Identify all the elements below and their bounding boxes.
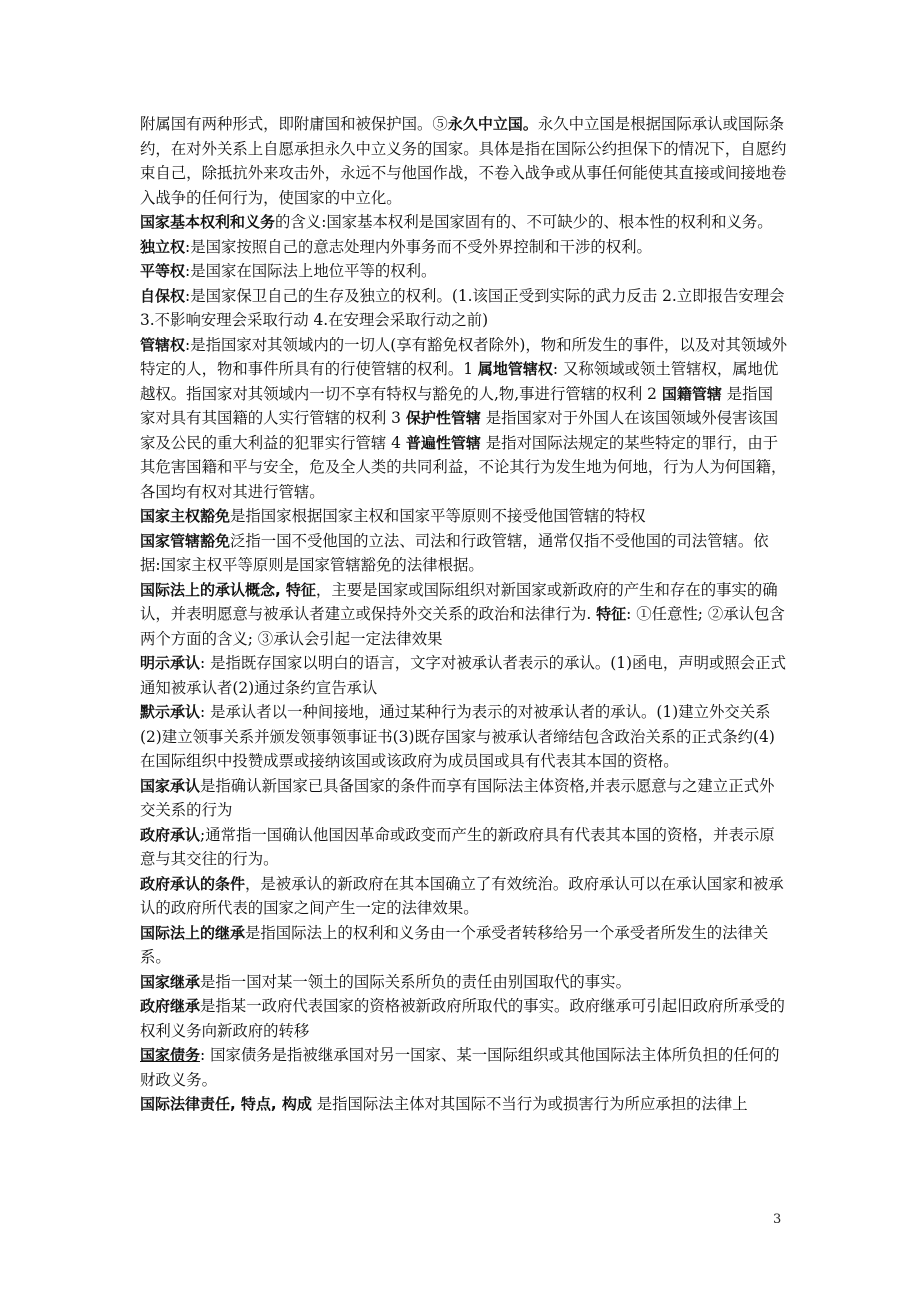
text-run: 永久中立国是根据国际承认或国际条约，在对外关系上自愿承担永久中立义务的国家。具体是指在国际公约担保下的情况下，自愿约束自己，除抵抗外来攻击外，永远不与他国作战，不卷入战争或从事任何能使其直接或间接地卷入战争的任何行为，使国家的中立化。 <box>140 115 787 207</box>
text-run: 是指国家根据国家主权和国家平等原则不接受他国管辖的特权 <box>230 507 646 525</box>
term-heading: 政府承认的条件 <box>140 874 246 893</box>
term-heading: 管辖权 <box>140 335 186 354</box>
term-heading: 平等权 <box>140 262 186 280</box>
term-heading: 国际法上的继承 <box>140 923 246 942</box>
paragraph <box>140 872 788 921</box>
paragraph <box>140 235 788 260</box>
term-heading: 国家管辖豁免 <box>140 531 231 550</box>
term-heading: 保护性管辖 <box>405 409 481 427</box>
term-heading: 特征 <box>596 605 627 623</box>
document-body <box>140 112 788 1117</box>
term-heading: 国际法律责任, 特点, 构成 <box>140 1095 312 1113</box>
text-run: :是指国家对其领域内的一切人(享有豁免权者除外)，物和所发生的事件，以及对其领域外特定的人，物和事件所具有的行使管辖的权利。1 <box>140 335 788 378</box>
text-run: 泛指一国不受他国的立法、司法和行政管辖，通常仅指不受他国的司法管辖。依据:国家主权平等原则是国家管辖豁免的法律根据。 <box>140 531 769 574</box>
paragraph <box>140 504 788 529</box>
text-run: :是国家在国际法上地位平等的权利。 <box>185 262 437 280</box>
term-heading: 政府继承 <box>140 997 201 1015</box>
term-heading: 国家继承 <box>140 972 201 991</box>
text-run: 附属国有两种形式，即附庸国和被保护国。⑤ <box>140 115 448 133</box>
text-run: 是指国际法主体对其国际不当行为或损害行为所应承担的法律上 <box>311 1095 748 1113</box>
term-heading: 永久中立国。 <box>447 115 538 133</box>
paragraph <box>140 112 788 210</box>
term-heading: 独立权 <box>140 237 186 256</box>
term-heading: 默示承认 <box>140 703 201 721</box>
paragraph <box>140 284 788 333</box>
text-run: ，是被承认的新政府在其本国确立了有效统治。政府承认可以在承认国家和被承认的政府所代表的国家之间产生一定的法律效果。 <box>140 874 784 917</box>
text-run: 是指一国对某一领土的国际关系所负的责任由别国取代的事实。 <box>200 972 631 991</box>
text-run: 是指某一政府代表国家的资格被新政府所取代的事实。政府继承可引起旧政府所承受的权利义务向新政府的转移 <box>140 997 785 1040</box>
term-heading: 国际法上的承认概念, 特征 <box>140 580 316 599</box>
term-heading: 国家承认 <box>140 776 201 795</box>
paragraph <box>140 921 788 970</box>
paragraph <box>140 994 788 1043</box>
text-run: 是指确认新国家已具备国家的条件而享有国际法主体资格,并表示愿意与之建立正式外交关系的行为 <box>140 776 775 819</box>
paragraph <box>140 210 788 235</box>
term-heading: 政府承认 <box>140 825 201 844</box>
text-run: : 国家债务是指被继承国对另一国家、某一国际组织或其他国际法主体所负担的任何的财政义务。 <box>140 1046 780 1089</box>
text-run: : 是指既存国家以明白的语言，文字对被承认者表示的承认。(1)函电，声明或照会正式通知被承认者(2)通过条约宣告承认 <box>140 654 786 697</box>
text-run: 是指国家对具有其国籍的人实行管辖的权利 3 <box>140 384 773 427</box>
text-run: ;通常指一国确认他国因革命或政变而产生的新政府具有代表其本国的资格，并表示原意与其交往的行为。 <box>140 825 775 868</box>
paragraph <box>140 1043 788 1092</box>
term-heading: 国家主权豁免 <box>140 507 231 525</box>
text-run: :是国家按照自己的意志处理内外事务而不受外界控制和干涉的权利。 <box>185 237 652 256</box>
text-run: :是国家保卫自己的生存及独立的权利。(1.该国正受到实际的武力反击 2.立即报告安理会 3.不影响安理会采取行动 4.在安理会采取行动之前) <box>140 286 785 329</box>
paragraph <box>140 970 788 995</box>
text-run: : 又称领域或领土管辖权，属地优越权。指国家对其领域内一切不享有特权与豁免的人,物,事进行管辖的权利 2 <box>140 360 779 403</box>
term-heading: 国家基本权利和义务 <box>140 213 276 231</box>
text-run: : 是承认者以一种间接地，通过某种行为表示的对被承认者的承认。(1)建立外交关系(2)建立领事关系并颁发领事领事证书(3)既存国家与被承认者缔结包含政治关系的正式条约(4)在国际组织中投赞成票或接纳该国或该政府为成员国或具有代表其本国的资格。 <box>140 703 775 770</box>
page-number: 3 <box>773 1212 782 1227</box>
paragraph <box>140 578 788 652</box>
paragraph <box>140 700 788 774</box>
text-run: : ①任意性; ②承认包含两个方面的含义; ③承认会引起一定法律效果 <box>140 605 785 648</box>
term-heading: 国家债务 <box>140 1046 201 1064</box>
term-heading: 属地管辖权 <box>477 360 553 378</box>
paragraph <box>140 1092 788 1117</box>
paragraph <box>140 774 788 823</box>
paragraph <box>140 823 788 872</box>
term-heading: 自保权 <box>140 286 186 305</box>
text-run: 是指国家对于外国人在该国领域外侵害该国家及公民的重大利益的犯罪实行管辖 4 <box>140 409 779 452</box>
paragraph <box>140 333 788 505</box>
term-heading: 普遍性管辖 <box>405 433 481 452</box>
paragraph <box>140 259 788 284</box>
text-run: 是指对国际法规定的某些特定的罪行，由于其危害国籍和平与安全，危及全人类的共同利益，不论其行为发生地为何地，行为人为何国籍，各国均有权对其进行管辖。 <box>140 433 787 501</box>
paragraph <box>140 529 788 578</box>
term-heading: 明示承认 <box>140 654 201 672</box>
text-run: 的含义:国家基本权利是国家固有的、不可缺少的、根本性的权利和义务。 <box>275 213 773 231</box>
term-heading: 国籍管辖 <box>661 384 722 403</box>
text-run: 是指国际法上的权利和义务由一个承受者转移给另一个承受者所发生的法律关系。 <box>140 923 769 966</box>
text-run: ，主要是国家或国际组织对新国家或新政府的产生和存在的事实的确认，并表明愿意与被承认者建立或保持外交关系的政治和法律行为. <box>140 580 778 623</box>
paragraph <box>140 651 788 700</box>
